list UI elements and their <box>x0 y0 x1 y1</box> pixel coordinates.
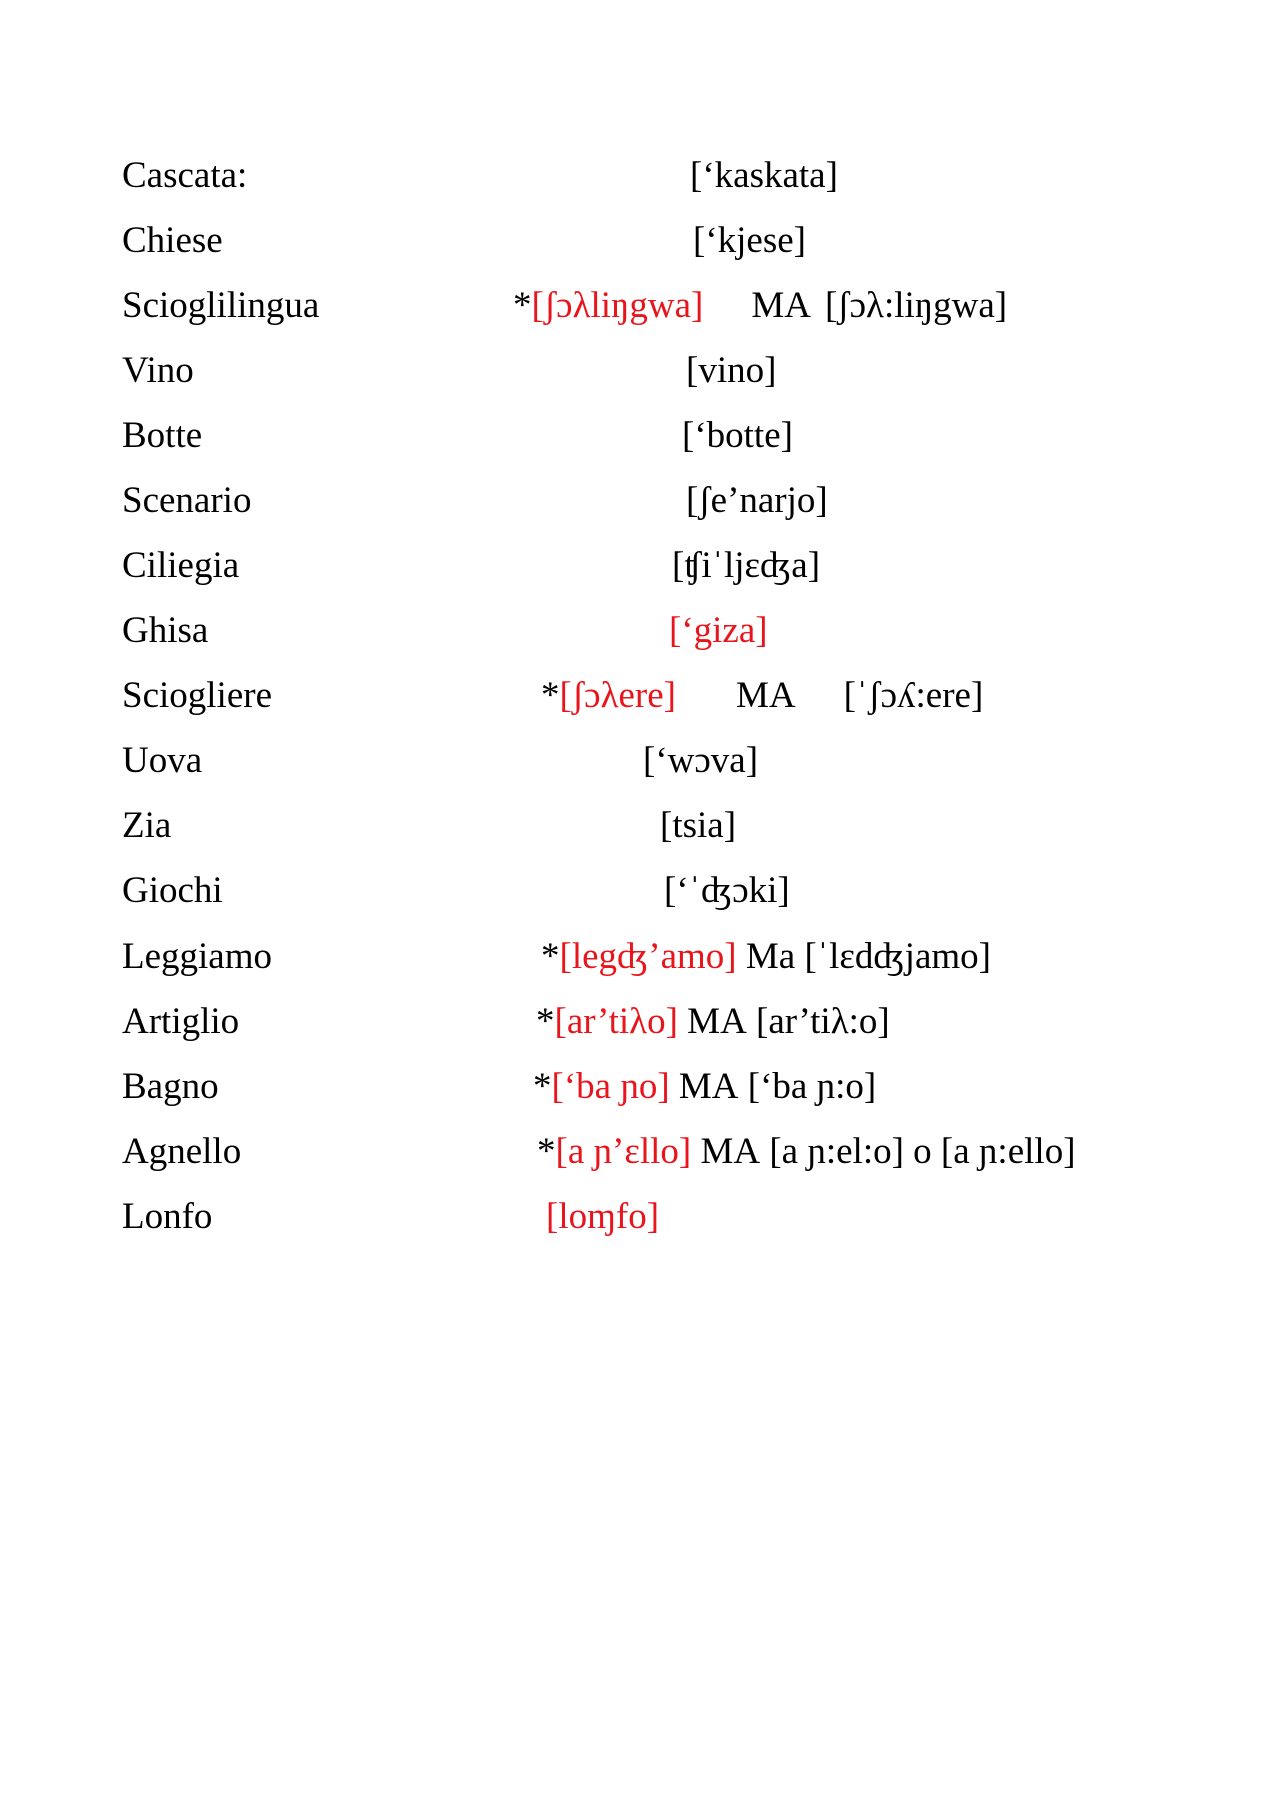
italian-word: Zia <box>122 805 172 846</box>
connector: MA <box>751 285 811 326</box>
correct-transcription: [ʧiˈljɛʤa] <box>672 545 821 586</box>
wrong-transcription: [‘giza] <box>669 610 768 651</box>
correct-transcription: [‘ba ɲ:o] <box>747 1066 877 1107</box>
transcription <box>686 471 828 531</box>
italian-word: Agnello <box>122 1131 242 1172</box>
italian-word: Ghisa <box>122 610 209 651</box>
correct-transcription: [‘botte] <box>682 415 793 456</box>
transcription <box>693 211 806 271</box>
correct-transcription: [‘ˈʤɔki] <box>664 870 790 911</box>
list-item <box>0 666 1280 726</box>
list-item <box>0 992 1280 1052</box>
list-item <box>0 211 1280 271</box>
asterisk: * <box>541 675 560 716</box>
wrong-transcription: [ʃɔλere] <box>559 675 676 716</box>
transcription <box>682 406 793 466</box>
connector: MA <box>678 1066 739 1107</box>
transcription <box>686 341 776 401</box>
transcription <box>669 601 768 661</box>
correct-transcription: [‘kjese] <box>693 220 806 261</box>
list-item <box>0 861 1280 921</box>
italian-word: Ciliegia <box>122 545 240 586</box>
correct-transcription: [ˈʃɔʎ:ere] <box>843 675 984 716</box>
list-item <box>0 146 1280 206</box>
list-item <box>0 796 1280 856</box>
correct-transcription: [ʃɔλ:liŋgwa] <box>824 285 1008 326</box>
list-item <box>0 536 1280 596</box>
transcription <box>541 666 983 726</box>
transcription <box>546 1187 659 1247</box>
connector: MA <box>700 1131 761 1172</box>
list-item <box>0 1057 1280 1117</box>
list-item <box>0 927 1280 987</box>
italian-word: Chiese <box>122 220 223 261</box>
transcription <box>541 927 991 987</box>
italian-word: Scioglilingua <box>122 285 320 326</box>
italian-word: Lonfo <box>122 1196 213 1237</box>
connector: MA <box>687 1001 747 1042</box>
correct-transcription: [ar’tiλ:o] <box>756 1001 890 1042</box>
italian-word: Uova <box>122 740 203 781</box>
wrong-transcription: [loɱfo] <box>546 1196 660 1237</box>
asterisk: * <box>533 1066 552 1107</box>
correct-transcription: [a ɲ:el:o] o [a ɲ:ello] <box>769 1131 1076 1172</box>
transcription <box>690 146 838 206</box>
list-item <box>0 1187 1280 1247</box>
wrong-transcription: [legʤ’amo] <box>559 936 737 977</box>
list-item <box>0 406 1280 466</box>
list-item <box>0 471 1280 531</box>
correct-transcription: [ˈlɛdʤjamo] <box>804 936 991 977</box>
list-item <box>0 341 1280 401</box>
asterisk: * <box>537 1131 556 1172</box>
wrong-transcription: [ar’tiλo] <box>554 1001 678 1042</box>
transcription <box>513 276 1007 336</box>
list-item <box>0 601 1280 661</box>
italian-word: Bagno <box>122 1066 219 1107</box>
correct-transcription: [‘kaskata] <box>690 155 838 196</box>
transcription <box>533 1057 876 1117</box>
wrong-transcription: [‘ba ɲo] <box>551 1066 670 1107</box>
list-item <box>0 1122 1280 1182</box>
wrong-transcription: [ʃɔλliŋgwa] <box>531 285 704 326</box>
connector: Ma <box>745 936 796 977</box>
transcription <box>664 861 790 921</box>
italian-word: Sciogliere <box>122 675 273 716</box>
correct-transcription: [ʃe’narjo] <box>686 480 828 521</box>
list-item <box>0 276 1280 336</box>
italian-word: Giochi <box>122 870 223 911</box>
connector: MA <box>736 675 796 716</box>
italian-word: Scenario <box>122 480 252 521</box>
asterisk: * <box>541 936 560 977</box>
transcription <box>536 992 890 1052</box>
italian-word: Leggiamo <box>122 936 273 977</box>
asterisk: * <box>513 285 532 326</box>
list-item <box>0 731 1280 791</box>
transcription <box>660 796 736 856</box>
correct-transcription: [vino] <box>686 350 777 391</box>
transcription <box>537 1122 1076 1182</box>
transcription <box>643 731 758 791</box>
transcription <box>672 536 820 596</box>
wrong-transcription: [a ɲ’ɛllo] <box>555 1131 692 1172</box>
italian-word: Artiglio <box>122 1001 240 1042</box>
italian-word: Vino <box>122 350 194 391</box>
correct-transcription: [tsia] <box>660 805 737 846</box>
correct-transcription: [‘wɔva] <box>643 740 759 781</box>
asterisk: * <box>536 1001 555 1042</box>
italian-word: Cascata: <box>122 155 248 196</box>
italian-word: Botte <box>122 415 203 456</box>
